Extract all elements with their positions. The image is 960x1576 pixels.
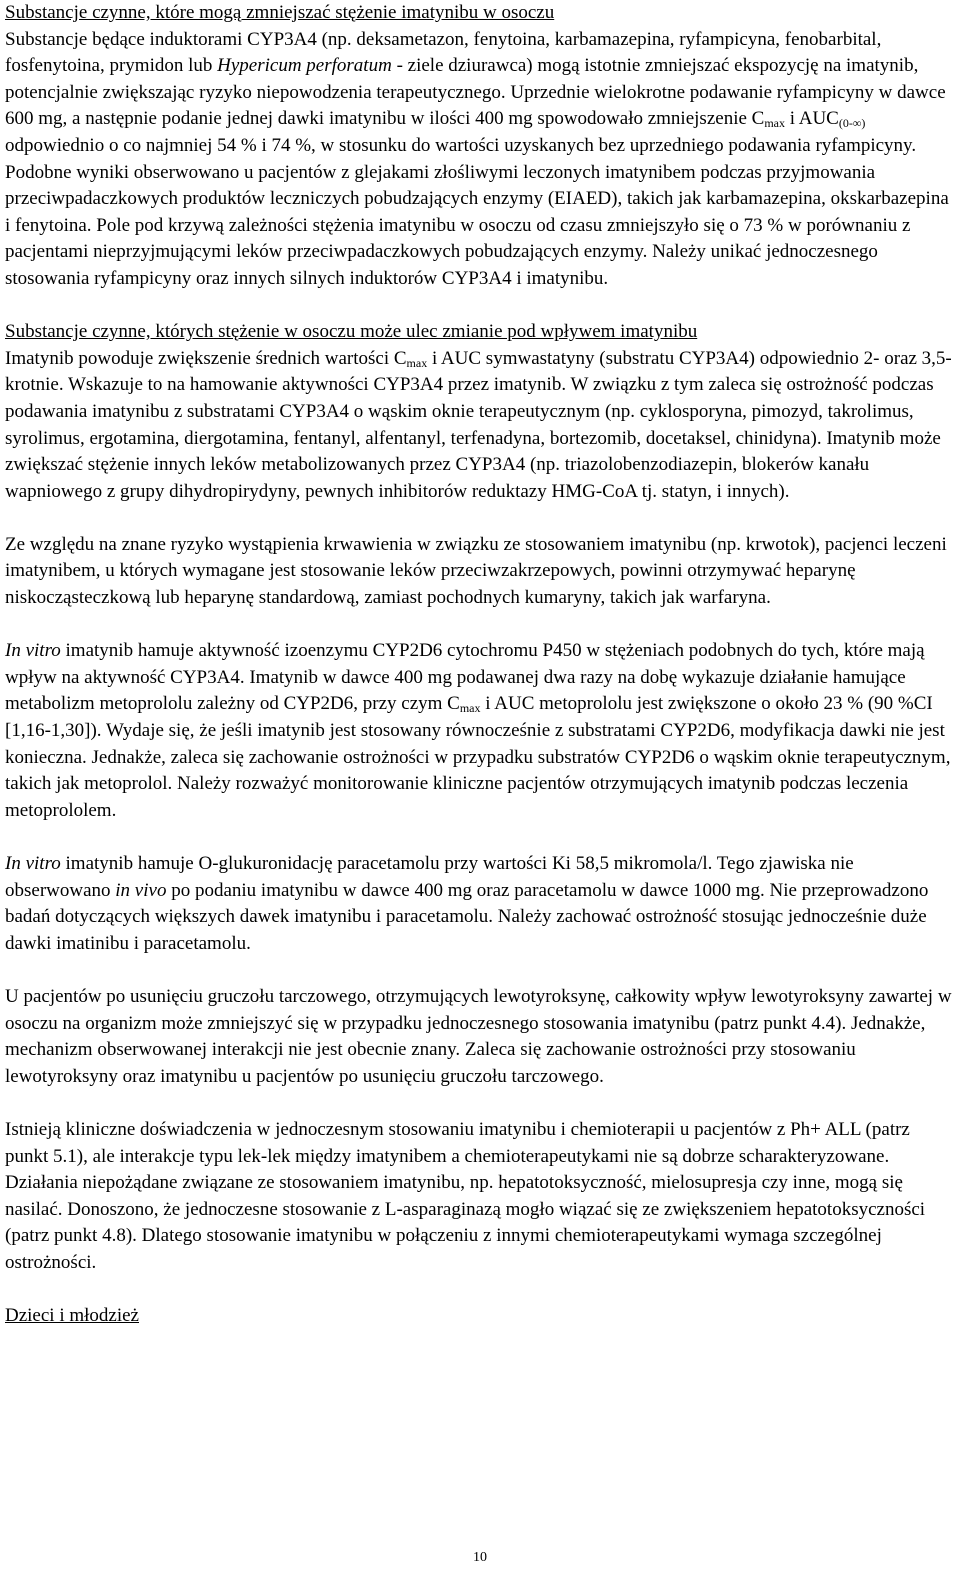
paragraph-cyp3a4-substrates: Imatynib powoduje zwiększenie średnich wartości $C_{max}$ i AUC symwastatyny (substratu CYP3A4) odpowiednio 2- oraz 3,5-krotnie. Wskazuje to na hamowanie aktywności CYP3A4 przez imatynib. W związku z tym zaleca się ostrożność podczas podawania imatynibu z substratami CYP3A4 o wąskim oknie terapeutycznym (np. cyklosporyna, pimozyd, takrolimus, syrolimus, ergotamina, diergotamina, fentanyl, alfentanyl, terfenadyna, bortezomib, docetaksel, chinidyna). Imatynib może zwiększać stężenie innych leków metabolizowanych przez CYP3A4 (np. triazolobenzodiazepin, blokerów kanału wapniowego z grupy dihydropirydyny, pewnych inhibitorów reduktazy HMG-CoA tj. statyn, i innych).: [5, 347, 952, 502]
paragraph-paracetamol: In vitro imatynib hamuje O-glukuronidację paracetamolu przy wartości Ki 58,5 mikromola/l. Tego zjawiska nie obserwowano in vivo po podaniu imatynibu w dawce 400 mg oraz paracetamolu w dawce 1000 mg. Nie przeprowadzono badań dotyczących większych dawek imatynibu i paracetamolu. Należy zachować ostrożność stosując jednocześnie duże dawki imatinibu i paracetamolu.: [5, 853, 929, 954]
paragraph-cyp3a4-inducers: Substancje będące induktorami CYP3A4 (np. deksametazon, fenytoina, karbamazepina, ryfampicyna, fenobarbital, fosfenytoina, prymidon lub Hypericum perforatum - ziele dziurawca) mogą istotnie zmniejszać ekspozycję na imatynib, potencjalnie zwiększając ryzyko niepowodzenia terapeutycznego. Uprzednie wielokrotne podawanie ryfampicyny w dawce 600 mg, a następnie podanie jednej dawki imatynibu w ilości 400 mg spowodowało zmniejszenie $C_{max}$ i $AUC_{(0-\infty)}$ odpowiednio o co najmniej 54 % i 74 %, w stosunku do wartości uzyskanych bez uprzedniego podawania ryfampicyny. Podobne wyniki obserwowano u pacjentów z glejakami złośliwymi leczonych imatynibem podczas przyjmowania przeciwpadaczkowych produktów leczniczych pobudzających enzymy (EIAED), takich jak karbamazepina, okskarbazepina i fenytoina. Pole pod krzywą zależności stężenia imatynibu w osoczu od czasu zmniejszyło się o 73 % w porównaniu z pacjentami nieprzyjmującymi leków przeciwpadaczkowych pobudzających enzymy. Należy unikać jednoczesnego stosowania ryfampicyny oraz innych silnych induktorów CYP3A4 i imatynibu.: [5, 28, 949, 289]
page-number: 10: [473, 1550, 487, 1565]
section-heading-children: Dzieci i młodzież: [5, 1305, 139, 1327]
section-heading-affected-substances: Substancje czynne, których stężenie w osoczu może ulec zmianie pod wpływem imatynibu: [5, 321, 698, 343]
paragraph-levothyroxine: U pacjentów po usunięciu gruczołu tarczowego, otrzymujących lewotyroksynę, całkowity wpływ lewotyroksyny zawartej w osoczu na organizm może zmniejszyć się w przypadku jednoczesnego stosowania imatynibu (patrz punkt 4.4). Jednakże, mechanizm obserwowanej interakcji nie jest obecnie znany. Zaleca się zachowanie ostrożności przy stosowaniu lewotyroksyny oraz imatynibu u pacjentów po usunięciu gruczołu tarczowego.: [5, 985, 952, 1087]
section-heading-reducing-substances: Substancje czynne, które mogą zmniejszać stężenie imatynibu w osoczu: [5, 2, 555, 23]
paragraph-cyp2d6: In vitro imatynib hamuje aktywność izoenzymu CYP2D6 cytochromu P450 w stężeniach podobnych do tych, które mają wpływ na aktywność CYP3A4. Imatynib w dawce 400 mg podawanej dwa razy na dobę wykazuje działanie hamujące metabolizm metoprololu zależny od CYP2D6, przy czym $C_{max}$ i AUC metoprololu jest zwiększone o około 23 % (90 %CI [1,16-1,30]). Wydaje się, że jeśli imatynib jest stosowany równocześnie z substratami CYP2D6, modyfikacja dawki nie jest konieczna. Jednakże, zaleca się zachowanie ostrożności w przypadku substratów CYP2D6 o wąskim oknie terapeutycznym, takich jak metoprolol. Należy rozważyć monitorowanie kliniczne pacjentów otrzymujących imatynib podczas leczenia metoprololem.: [5, 640, 951, 821]
paragraph-chemotherapy: Istnieją kliniczne doświadczenia w jednoczesnym stosowaniu imatynibu i chemioterapii u pacjentów z Ph+ ALL (patrz punkt 5.1), ale interakcje typu lek-lek między imatynibem a chemioterapeutykami nie są dobrze scharakteryzowane. Działania niepożądane związane ze stosowaniem imatynibu, np. hepatotoksyczność, mielosupresja czy inne, mogą się nasilać. Donoszono, że jednoczesne stosowanie z L-asparaginazą mogło wiązać się ze zwiększeniem hepatotoksyczności (patrz punkt 4.8). Dlatego stosowanie imatynibu w połączeniu z innymi chemioterapeutykami wymaga szczególnej ostrożności.: [5, 1118, 926, 1273]
document-body: [5, 0, 955, 1330]
paragraph-anticoagulants: Ze względu na znane ryzyko wystąpienia krwawienia w związku ze stosowaniem imatynibu (np. krwotok), pacjenci leczeni imatynibem, u których wymagane jest stosowanie leków przeciwzakrzepowych, powinni otrzymywać heparynę niskocząsteczkową lub heparynę standardową, zamiast pochodnych kumaryny, takich jak warfaryna.: [5, 533, 947, 609]
